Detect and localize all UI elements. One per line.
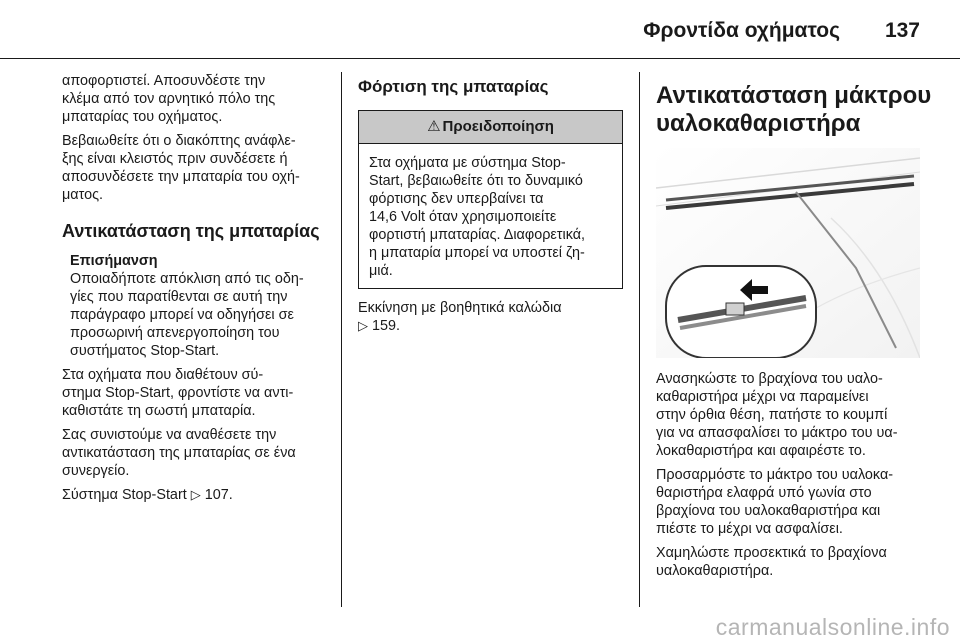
paragraph-lower-arm: Χαμηλώστε προσεκτικά το βραχίονα υαλοκαθαριστήρα. <box>656 545 887 579</box>
header-rule <box>0 58 960 59</box>
paragraph-workshop: Σας συνιστούμε να αναθέσετε την αντικατάσταση της μπαταρίας σε ένα συνεργείο. <box>62 427 296 479</box>
page-reference-icon: ▷ <box>190 487 201 502</box>
warning-header <box>359 111 622 144</box>
column-1 <box>62 72 332 510</box>
warning-body: Στα οχήματα με σύστημα Stop- Start, βεβαιωθείτε ότι το δυναμικό φόρτισης δεν υπερβαίνει τα 14,6 Volt όταν χρησιμοποιείτε φορτιστή μπαταρίας. Διαφορετικά, η μπαταρία μπορεί να υποστεί ζη- μιά. <box>369 155 586 279</box>
release-button <box>726 303 744 315</box>
notice-block: Επισήμανση Οποιαδήποτε απόκλιση από τις οδη- γίες που παρατίθενται σε αυτή την παράγραφο μπορεί να οδηγήσει σε προσωρινή απενεργοποίηση του συστήματος Stop-Start. <box>70 252 332 360</box>
page-number: 137 <box>884 19 920 42</box>
wiper-blade-illustration <box>656 148 920 358</box>
cross-reference-stop-start[interactable]: Σύστημα Stop-Start ▷ 107. <box>62 487 233 503</box>
heading-battery-charging: Φόρτιση της μπαταρίας <box>358 77 549 96</box>
column-3 <box>656 82 932 586</box>
page-reference-icon: ▷ <box>358 318 368 333</box>
warning-box <box>358 110 623 289</box>
paragraph-remove-blade: Ανασηκώστε το βραχίονα του υαλο- καθαριστήρα μέχρι να παραμείνει στην όρθια θέση, πατήστε το κουμπί για να απασφαλίσει το μάκτρο του υα- λοκαθαριστήρα και αφαιρέστε το. <box>656 371 898 459</box>
warning-title: Προειδοποίηση <box>442 118 554 135</box>
paragraph-fit-blade: Προσαρμόστε το μάκτρο του υαλοκα- θαριστήρα ελαφρά υπό γωνία στο βραχίονα του υαλοκαθαριστήρα και πιέστε το μέχρι να ασφαλίσει. <box>656 467 894 537</box>
watermark: carmanualsonline.info <box>715 614 950 640</box>
column-divider-1 <box>341 72 342 607</box>
heading-wiper-blade-replacement: Αντικατάσταση μάκτρου υαλοκαθαριστήρα <box>656 82 932 137</box>
paragraph-disconnect: αποφορτιστεί. Αποσυνδέστε την κλέμα από τον αρνητικό πόλο της μπαταρίας του οχήματος. <box>62 73 276 125</box>
column-2 <box>358 76 623 341</box>
page-header-title: Φροντίδα οχήματος <box>643 19 840 42</box>
column-divider-2 <box>639 72 640 607</box>
paragraph-stop-start: Στα οχήματα που διαθέτουν σύ- στημα Stop-Start, φροντίστε να αντι- καθιστάτε τη σωστή μπαταρία. <box>62 367 294 419</box>
cross-reference-jump-start[interactable]: Εκκίνηση με βοηθητικά καλώδια ▷ 159. <box>358 300 562 334</box>
warning-triangle-icon: ⚠ <box>427 118 441 135</box>
paragraph-ignition: Βεβαιωθείτε ότι ο διακόπτης ανάφλε- ξης είναι κλειστός πριν συνδέσετε ή αποσυνδέσετε την μπαταρία του οχή- ματος. <box>62 133 300 203</box>
notice-title: Επισήμανση <box>70 253 158 269</box>
heading-battery-replacement: Αντικατάσταση της μπαταρίας <box>62 221 320 241</box>
